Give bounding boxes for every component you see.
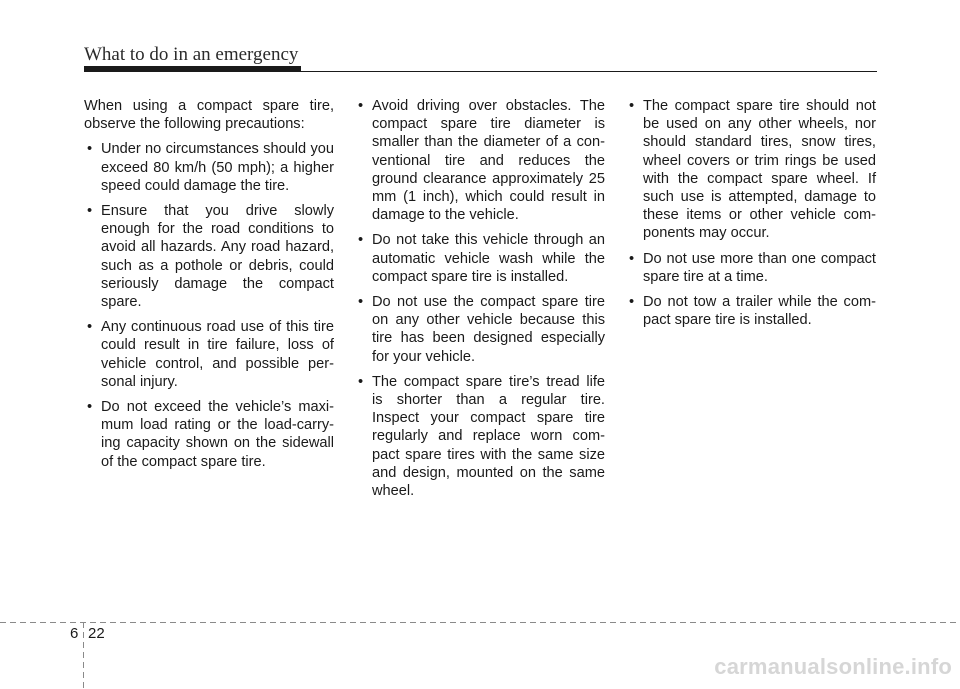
section-title: What to do in an emergency: [84, 44, 299, 65]
bullet-text: Any continuous road use of this tire could result in tire failure, loss of vehicle control, and possible per-sonal injury.: [101, 319, 334, 390]
bullet-text: The compact spare tire’s tread life is shorter than a regular tire. Inspect your compact spare tire regularly and replace worn com-pact spare tires with the same size and design, mounted on the same wheel.: [372, 373, 605, 500]
bullet-item: [355, 373, 605, 500]
bullet-text: Under no circumstances should you exceed 80 km/h (50 mph); a higher speed could damage the tire.: [101, 141, 334, 194]
intro-paragraph: When using a compact spare tire, observe the following precautions:: [84, 98, 334, 133]
section-number: 6: [70, 625, 79, 642]
bullet-icon: •: [629, 250, 635, 267]
bullet-icon: •: [87, 141, 93, 158]
bullet-icon: •: [87, 399, 93, 416]
text-column-2: [355, 97, 605, 507]
header-rule-thick: [84, 66, 301, 72]
watermark: carmanualsonline.info: [714, 654, 952, 679]
bullet-text: The compact spare tire should not be used on any other wheels, nor should standard tires, snow tires, wheel covers or trim rings be used with the compact spare wheel. If such use is attempted, damage to these items or other vehicle com-ponents may occur.: [643, 98, 876, 242]
bullet-icon: •: [358, 98, 364, 114]
bullet-icon: •: [629, 294, 635, 311]
bullet-item: [355, 231, 605, 286]
bullet-item: [355, 293, 605, 366]
bullet-icon: •: [87, 319, 93, 336]
bullet-icon: •: [358, 294, 364, 311]
bullet-icon: •: [87, 203, 93, 220]
bullet-text: Do not use the compact spare tire on any other vehicle because this tire has been designed especially for your vehicle.: [372, 294, 605, 365]
bullet-text: Ensure that you drive slowly enough for the road conditions to avoid all hazards. Any road hazard, such as a pothole or debris, could seriously damage the compact spare.: [101, 203, 334, 311]
text-column-3: [626, 97, 876, 336]
bullet-icon: •: [358, 232, 364, 249]
bullet-text: Avoid driving over obstacles. The compact spare tire diameter is smaller than the diameter of a con-ventional tire and reduces the ground clearance approximately 25 mm (1 inch), which could result in damage to the vehicle.: [372, 98, 605, 224]
bullet-item: [84, 140, 334, 195]
header-rule-thin: [300, 71, 877, 72]
bullet-item: [355, 97, 605, 224]
bullet-item: [84, 202, 334, 311]
bullet-item: [626, 97, 876, 243]
bullet-text: Do not tow a trailer while the com-pact spare tire is installed.: [643, 294, 876, 329]
bullet-icon: •: [629, 98, 635, 114]
text-column-1: [84, 97, 334, 478]
bullet-item: [84, 398, 334, 471]
bullet-text: Do not exceed the vehicle’s maxi-mum load rating or the load-carry-ing capacity shown on the sidewall of the compact spare tire.: [101, 399, 334, 470]
bullet-text: Do not take this vehicle through an automatic vehicle wash while the compact spare tire is installed.: [372, 232, 605, 285]
bullet-item: [626, 250, 876, 286]
bullet-item: [626, 293, 876, 329]
bullet-text: Do not use more than one compact spare tire at a time.: [643, 250, 876, 285]
bullet-item: [84, 318, 334, 391]
page-number: 22: [88, 625, 105, 642]
bullet-icon: •: [358, 373, 364, 390]
footer-vertical-dashed-rule: [83, 622, 84, 689]
footer-dashed-rule: [0, 622, 960, 623]
